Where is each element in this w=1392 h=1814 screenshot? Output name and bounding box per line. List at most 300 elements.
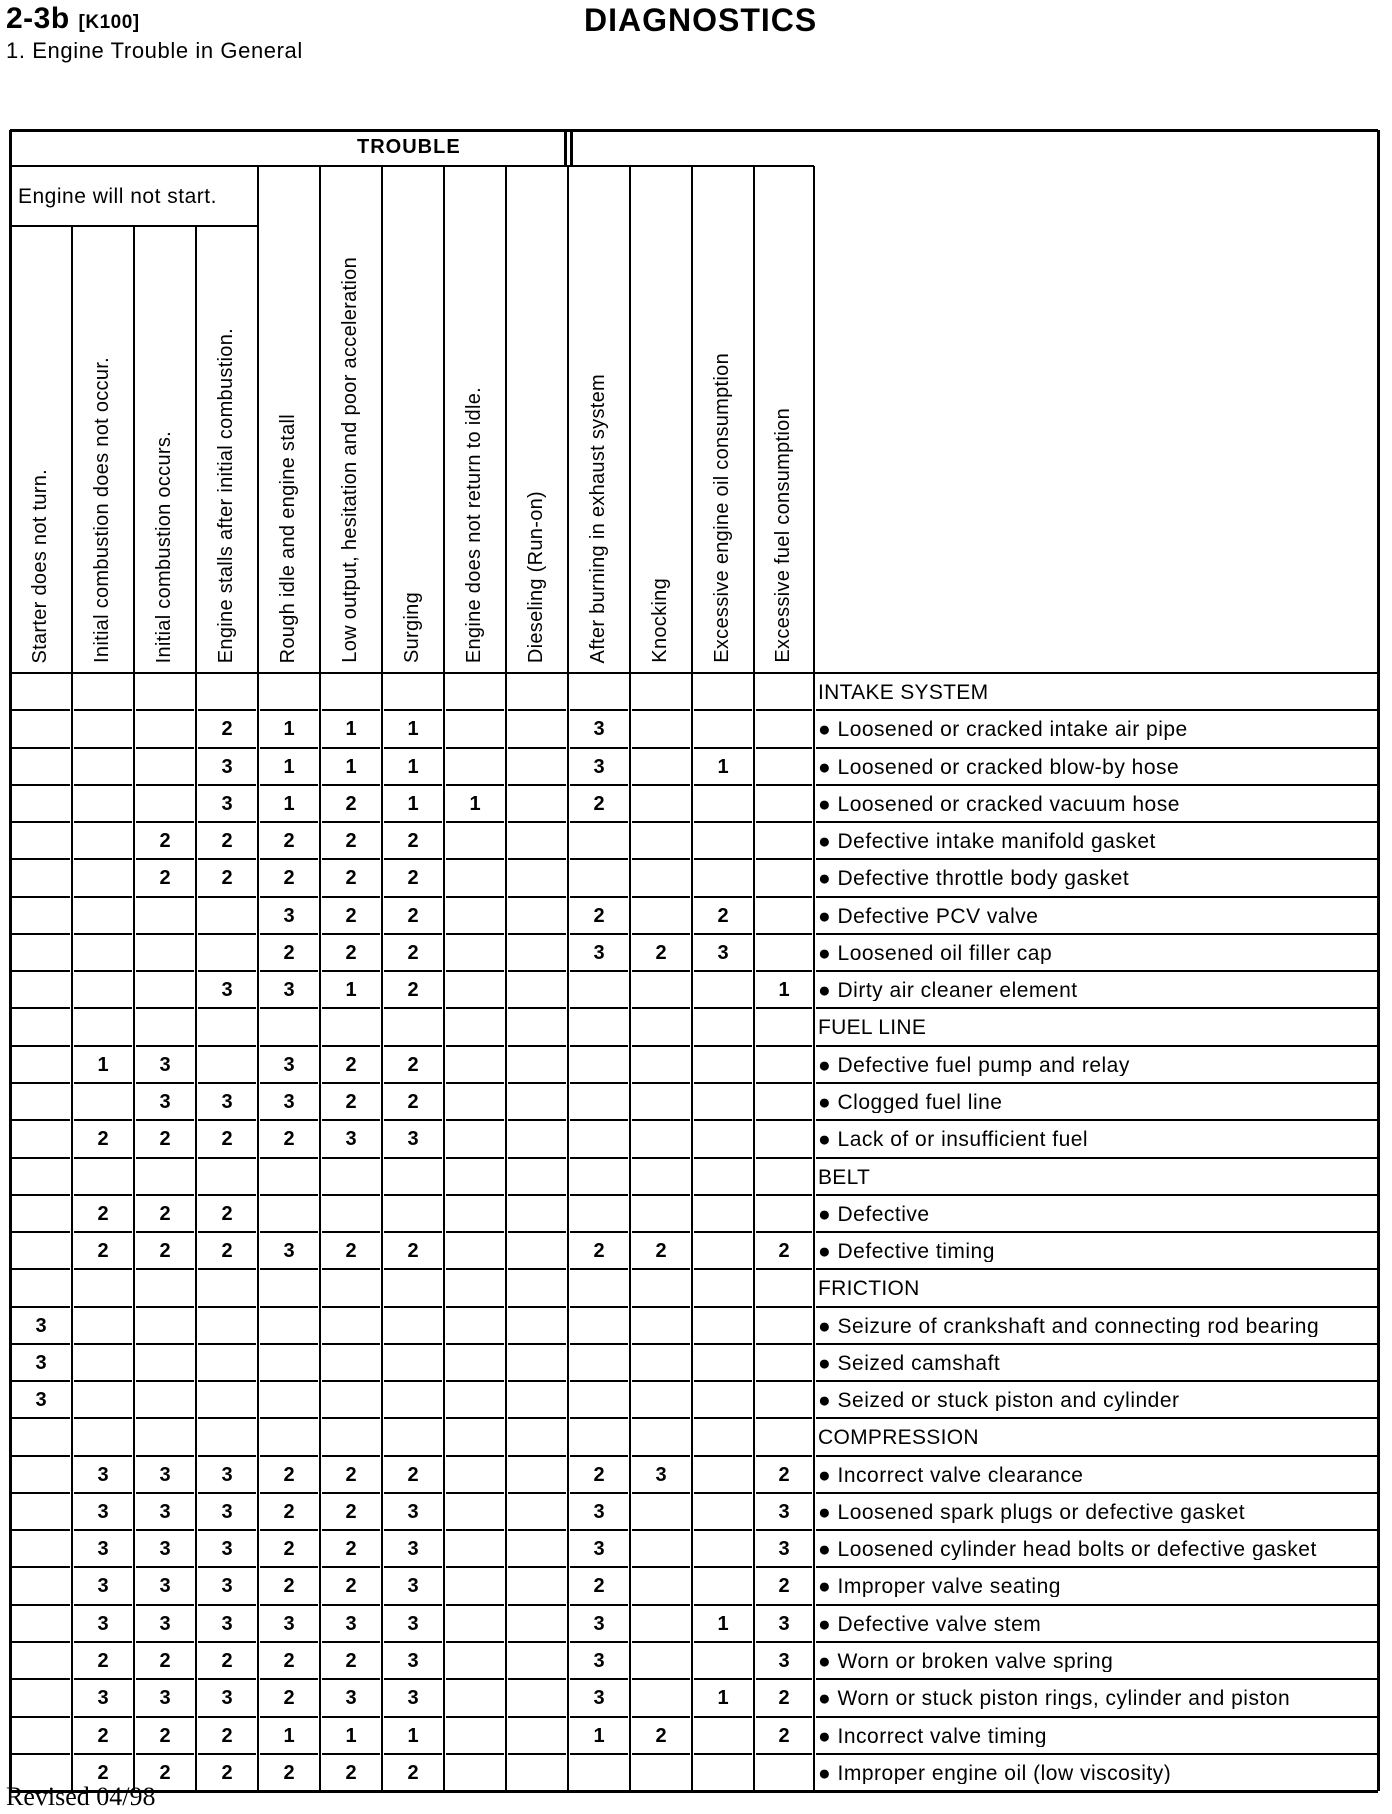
row-divider: [756, 1455, 812, 1457]
row-divider: [446, 821, 504, 823]
row-divider: [12, 1082, 70, 1084]
cell-value: 3: [593, 1650, 605, 1673]
row-divider: [446, 1417, 504, 1419]
cell-value: 3: [593, 1612, 605, 1635]
row-divider: [74, 1492, 132, 1494]
row-divider: [136, 1678, 194, 1680]
cell-value: 3: [221, 1500, 233, 1523]
cell-value: 2: [159, 830, 171, 853]
cell-value: 2: [778, 1724, 790, 1747]
row-divider: [384, 1082, 442, 1084]
cell-value: 3: [283, 1612, 295, 1635]
row-divider: [570, 1045, 628, 1047]
section-heading: COMPRESSION: [818, 1427, 979, 1449]
row-divider: [508, 1641, 566, 1643]
row-divider: [136, 1716, 194, 1718]
row-divider: [508, 1268, 566, 1270]
row-label: ● Incorrect valve timing: [818, 1725, 1047, 1747]
row-divider: [198, 1306, 256, 1308]
row-divider: [198, 858, 256, 860]
column-header: Rough idle and engine stall: [277, 413, 299, 663]
cell-value: 3: [593, 1687, 605, 1710]
row-divider: [632, 1641, 690, 1643]
row-divider: [136, 1492, 194, 1494]
row-divider: [446, 1492, 504, 1494]
cell-value: 2: [97, 1240, 109, 1263]
row-divider: [632, 933, 690, 935]
row-divider: [446, 1194, 504, 1196]
row-divider: [756, 858, 812, 860]
section-heading: FRICTION: [818, 1278, 920, 1300]
cell-value: 3: [655, 1463, 667, 1486]
cell-value: 2: [221, 1724, 233, 1747]
row-divider: [570, 784, 628, 786]
row-divider: [198, 933, 256, 935]
row-divider: [322, 1604, 380, 1606]
cell-value: 3: [593, 1500, 605, 1523]
row-label: ● Defective valve stem: [818, 1613, 1042, 1635]
row-divider: [694, 1529, 752, 1531]
row-label: ● Loosened spark plugs or defective gasket: [818, 1501, 1246, 1523]
cell-value: 2: [159, 1202, 171, 1225]
row-divider: [198, 1007, 256, 1009]
cell-value: 2: [221, 1650, 233, 1673]
header-bottom-divider: [10, 672, 1378, 674]
row-divider: [384, 896, 442, 898]
row-divider: [198, 784, 256, 786]
row-divider: [384, 1678, 442, 1680]
row-divider: [508, 1604, 566, 1606]
row-divider: [322, 1417, 380, 1419]
row-divider: [74, 970, 132, 972]
row-divider: [508, 1306, 566, 1308]
cell-value: 2: [159, 867, 171, 890]
row-divider: [632, 1231, 690, 1233]
row-divider: [446, 1380, 504, 1382]
row-divider: [756, 1119, 812, 1121]
row-divider: [260, 970, 318, 972]
row-divider: [260, 1641, 318, 1643]
row-divider: [12, 1529, 70, 1531]
row-divider: [446, 747, 504, 749]
row-divider: [136, 1306, 194, 1308]
column-divider: [381, 166, 383, 1791]
row-divider: [816, 1753, 1378, 1755]
row-divider: [816, 1306, 1378, 1308]
row-divider: [384, 1268, 442, 1270]
row-divider: [260, 1306, 318, 1308]
cell-value: 1: [283, 792, 295, 815]
row-divider: [198, 1082, 256, 1084]
row-divider: [12, 1492, 70, 1494]
cell-value: 3: [345, 1612, 357, 1635]
row-divider: [508, 1119, 566, 1121]
cell-value: 3: [778, 1500, 790, 1523]
row-divider: [446, 1343, 504, 1345]
cell-value: 1: [283, 1724, 295, 1747]
row-divider: [136, 1753, 194, 1755]
row-divider: [260, 821, 318, 823]
row-divider: [322, 1343, 380, 1345]
cell-value: 3: [97, 1538, 109, 1561]
row-divider: [694, 1157, 752, 1159]
row-divider: [446, 1231, 504, 1233]
cell-value: 2: [345, 1500, 357, 1523]
row-divider: [260, 1045, 318, 1047]
cell-value: 2: [97, 1650, 109, 1673]
row-divider: [74, 1753, 132, 1755]
cell-value: 3: [159, 1463, 171, 1486]
row-label: ● Seized camshaft: [818, 1352, 1001, 1374]
cell-value: 3: [221, 1538, 233, 1561]
cell-value: 2: [283, 1463, 295, 1486]
row-divider: [632, 1492, 690, 1494]
cell-value: 2: [97, 1761, 109, 1784]
cell-value: 2: [407, 979, 419, 1002]
row-divider: [74, 747, 132, 749]
row-divider: [260, 1492, 318, 1494]
row-divider: [384, 1455, 442, 1457]
row-divider: [136, 896, 194, 898]
row-divider: [816, 1529, 1378, 1531]
row-divider: [632, 1678, 690, 1680]
row-divider: [198, 970, 256, 972]
row-divider: [756, 1380, 812, 1382]
row-divider: [384, 821, 442, 823]
cell-value: 2: [283, 830, 295, 853]
row-divider: [198, 896, 256, 898]
row-divider: [816, 1604, 1378, 1606]
row-divider: [322, 1492, 380, 1494]
row-divider: [136, 821, 194, 823]
row-divider: [12, 1119, 70, 1121]
row-divider: [446, 1455, 504, 1457]
row-divider: [756, 1343, 812, 1345]
row-divider: [816, 858, 1378, 860]
cell-value: 3: [778, 1538, 790, 1561]
row-divider: [570, 858, 628, 860]
row-divider: [508, 1678, 566, 1680]
table-bottom-border: [10, 1790, 1378, 1793]
row-divider: [694, 1231, 752, 1233]
row-divider: [198, 1566, 256, 1568]
row-divider: [74, 1306, 132, 1308]
row-divider: [570, 709, 628, 711]
row-divider: [322, 1753, 380, 1755]
column-header: Excessive fuel consumption: [772, 408, 794, 663]
row-divider: [384, 1716, 442, 1718]
row-divider: [446, 933, 504, 935]
row-divider: [632, 1045, 690, 1047]
cell-value: 2: [407, 1090, 419, 1113]
row-label: ● Loosened or cracked blow-by hose: [818, 756, 1180, 778]
row-divider: [756, 933, 812, 935]
row-divider: [508, 821, 566, 823]
row-divider: [694, 970, 752, 972]
row-divider: [694, 747, 752, 749]
row-divider: [508, 747, 566, 749]
row-divider: [694, 1455, 752, 1457]
cell-value: 3: [593, 718, 605, 741]
row-divider: [322, 896, 380, 898]
row-divider: [322, 1082, 380, 1084]
cell-value: 1: [345, 718, 357, 741]
row-divider: [508, 1007, 566, 1009]
cell-value: 1: [407, 718, 419, 741]
row-divider: [570, 1417, 628, 1419]
row-divider: [260, 1566, 318, 1568]
cell-value: 1: [97, 1053, 109, 1076]
cell-value: 2: [345, 1090, 357, 1113]
cell-value: 2: [283, 941, 295, 964]
row-divider: [136, 1417, 194, 1419]
cell-value: 3: [407, 1128, 419, 1151]
row-divider: [632, 1529, 690, 1531]
row-divider: [74, 896, 132, 898]
row-divider: [384, 1045, 442, 1047]
row-divider: [384, 1306, 442, 1308]
row-divider: [12, 1716, 70, 1718]
cell-value: 2: [221, 1128, 233, 1151]
row-divider: [570, 1604, 628, 1606]
row-label: ● Clogged fuel line: [818, 1091, 1003, 1113]
row-divider: [694, 1194, 752, 1196]
row-divider: [198, 747, 256, 749]
cell-value: 3: [778, 1612, 790, 1635]
row-divider: [446, 1604, 504, 1606]
row-divider: [260, 1678, 318, 1680]
row-divider: [322, 1716, 380, 1718]
cell-value: 3: [283, 1053, 295, 1076]
row-divider: [12, 1678, 70, 1680]
cell-value: 2: [345, 1240, 357, 1263]
row-divider: [74, 1604, 132, 1606]
row-divider: [260, 1194, 318, 1196]
table-right-border: [1377, 130, 1380, 1791]
row-divider: [508, 1716, 566, 1718]
cell-value: 3: [778, 1650, 790, 1673]
row-divider: [816, 709, 1378, 711]
cell-value: 2: [159, 1724, 171, 1747]
row-divider: [816, 821, 1378, 823]
row-divider: [136, 933, 194, 935]
row-divider: [384, 970, 442, 972]
cell-value: 3: [407, 1575, 419, 1598]
row-divider: [322, 1157, 380, 1159]
row-label: ● Dirty air cleaner element: [818, 980, 1078, 1002]
row-divider: [384, 933, 442, 935]
row-label: ● Seizure of crankshaft and connecting rod bearing: [818, 1315, 1320, 1337]
row-divider: [570, 1380, 628, 1382]
row-divider: [756, 1492, 812, 1494]
column-divider: [133, 226, 135, 1791]
row-divider: [198, 1157, 256, 1159]
row-label: ● Defective PCV valve: [818, 905, 1039, 927]
row-divider: [260, 1157, 318, 1159]
column-header: After burning in exhaust system: [587, 373, 609, 663]
row-divider: [570, 1119, 628, 1121]
row-divider: [694, 821, 752, 823]
row-divider: [756, 1641, 812, 1643]
row-divider: [508, 1157, 566, 1159]
row-divider: [136, 1455, 194, 1457]
row-divider: [756, 1678, 812, 1680]
revised-date: Revised 04/98: [6, 1782, 156, 1811]
cell-value: 2: [345, 792, 357, 815]
row-divider: [508, 1045, 566, 1047]
row-divider: [12, 1380, 70, 1382]
row-divider: [12, 1604, 70, 1606]
cell-value: 3: [407, 1687, 419, 1710]
cell-value: 2: [593, 1575, 605, 1598]
row-divider: [694, 896, 752, 898]
row-divider: [260, 1753, 318, 1755]
row-divider: [136, 1343, 194, 1345]
row-divider: [694, 709, 752, 711]
row-divider: [384, 1157, 442, 1159]
row-divider: [260, 1604, 318, 1606]
table-top-border: [10, 129, 1378, 132]
row-divider: [260, 1343, 318, 1345]
row-divider: [260, 896, 318, 898]
row-divider: [12, 1753, 70, 1755]
row-label: ● Lack of or insufficient fuel: [818, 1129, 1089, 1151]
row-divider: [756, 1417, 812, 1419]
row-divider: [12, 1455, 70, 1457]
row-divider: [508, 896, 566, 898]
cell-value: 2: [655, 1724, 667, 1747]
row-divider: [570, 1231, 628, 1233]
column-divider: [753, 166, 755, 1791]
row-label: ● Loosened or cracked intake air pipe: [818, 719, 1188, 741]
row-divider: [632, 1604, 690, 1606]
row-divider: [74, 1157, 132, 1159]
row-divider: [198, 1119, 256, 1121]
row-divider: [260, 1529, 318, 1531]
row-divider: [570, 1492, 628, 1494]
cell-value: 2: [407, 941, 419, 964]
row-divider: [694, 1492, 752, 1494]
trouble-group-divider: [10, 165, 814, 167]
row-divider: [260, 1231, 318, 1233]
row-divider: [508, 858, 566, 860]
row-divider: [570, 1007, 628, 1009]
row-divider: [136, 1194, 194, 1196]
cell-value: 3: [97, 1612, 109, 1635]
cell-value: 2: [283, 1650, 295, 1673]
row-divider: [12, 1194, 70, 1196]
row-divider: [446, 858, 504, 860]
row-divider: [570, 1306, 628, 1308]
cell-value: 2: [221, 1202, 233, 1225]
cell-value: 3: [97, 1687, 109, 1710]
row-divider: [198, 1492, 256, 1494]
column-divider: [567, 166, 569, 1791]
row-divider: [136, 970, 194, 972]
cell-value: 2: [778, 1687, 790, 1710]
row-divider: [446, 1678, 504, 1680]
cell-value: 3: [159, 1612, 171, 1635]
row-divider: [198, 1268, 256, 1270]
row-divider: [816, 1343, 1378, 1345]
row-divider: [694, 1417, 752, 1419]
row-divider: [570, 747, 628, 749]
row-divider: [384, 1492, 442, 1494]
row-divider: [322, 1007, 380, 1009]
cell-value: 2: [97, 1128, 109, 1151]
row-divider: [198, 1045, 256, 1047]
row-divider: [322, 1529, 380, 1531]
cell-value: 3: [593, 941, 605, 964]
row-divider: [756, 1082, 812, 1084]
row-divider: [136, 1045, 194, 1047]
row-divider: [632, 1417, 690, 1419]
row-divider: [446, 1716, 504, 1718]
row-divider: [136, 1566, 194, 1568]
cell-value: 2: [345, 941, 357, 964]
row-divider: [198, 1380, 256, 1382]
row-divider: [74, 1641, 132, 1643]
row-divider: [12, 1566, 70, 1568]
row-divider: [632, 1566, 690, 1568]
cell-value: 1: [593, 1724, 605, 1747]
cell-value: 2: [159, 1650, 171, 1673]
column-divider: [505, 166, 507, 1791]
row-divider: [384, 1194, 442, 1196]
row-divider: [198, 1231, 256, 1233]
row-label: ● Defective intake manifold gasket: [818, 831, 1156, 853]
row-divider: [508, 1529, 566, 1531]
row-divider: [74, 1529, 132, 1531]
row-divider: [446, 1157, 504, 1159]
row-divider: [260, 1380, 318, 1382]
row-divider: [632, 896, 690, 898]
row-label: ● Improper engine oil (low viscosity): [818, 1762, 1172, 1784]
row-divider: [74, 858, 132, 860]
cell-value: 2: [717, 904, 729, 927]
row-divider: [322, 858, 380, 860]
column-divider: [71, 226, 73, 1791]
cell-value: 2: [345, 1463, 357, 1486]
row-divider: [384, 1604, 442, 1606]
trouble-group-split: [564, 130, 567, 166]
row-divider: [508, 1753, 566, 1755]
cell-value: 2: [778, 1463, 790, 1486]
row-divider: [816, 1045, 1378, 1047]
column-divider: [691, 166, 693, 1791]
row-divider: [198, 709, 256, 711]
row-divider: [136, 1119, 194, 1121]
row-divider: [12, 1306, 70, 1308]
row-divider: [816, 1455, 1378, 1457]
row-divider: [756, 1566, 812, 1568]
row-divider: [632, 1380, 690, 1382]
row-divider: [136, 747, 194, 749]
row-divider: [384, 1380, 442, 1382]
cell-value: 2: [407, 867, 419, 890]
row-divider: [756, 896, 812, 898]
cell-value: 2: [221, 718, 233, 741]
row-divider: [74, 1007, 132, 1009]
row-divider: [570, 1194, 628, 1196]
cell-value: 3: [407, 1500, 419, 1523]
row-divider: [74, 1268, 132, 1270]
row-divider: [260, 1007, 318, 1009]
row-divider: [446, 970, 504, 972]
row-divider: [136, 1641, 194, 1643]
row-divider: [260, 1417, 318, 1419]
column-header: Engine does not return to idle.: [463, 386, 485, 663]
